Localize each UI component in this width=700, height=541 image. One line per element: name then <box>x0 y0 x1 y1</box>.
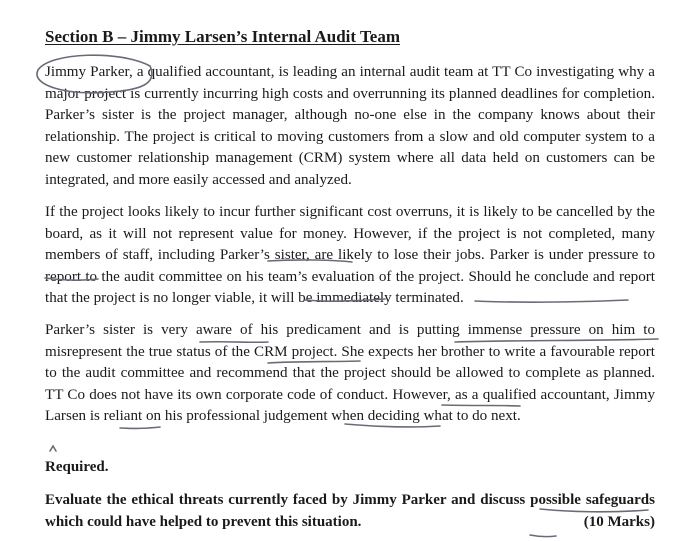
marks-allocation: (10 Marks) <box>583 513 655 530</box>
ink-underline <box>530 535 556 537</box>
required-label: Required. <box>45 459 109 475</box>
paragraph-1: Jimmy Parker, a qualified accountant, is leading an internal audit team at TT Co investigating why a major project is currently incurring high costs and overrunning its planned deadlines for completion. Parker’s sister is the project manager, although no-one else in the company knows about their relationship. The project is critical to moving customers from a slow and old computer system to a new customer relationship management (CRM) system where all data held on customers can be integrated, and more easily accessed and analyzed. <box>45 64 655 188</box>
ink-caret <box>50 446 56 451</box>
paragraph-2: If the project looks likely to incur further significant cost overruns, it is likely to be cancelled by the board, as it will not represent value for money. However, if the project is not completed, many members of staff, including Parker’s sister, are likely to lose their jobs. Parker is under pressure to report to the audit committee on his team’s evaluation of the project. Should he conclude and report that the project is no longer viable, it will be immediately terminated. <box>45 204 655 307</box>
section-title: Section B – Jimmy Larsen’s Internal Audit Team <box>45 27 400 46</box>
paragraph-3: Parker’s sister is very aware of his predicament and is putting immense pressure on him to misrepresent the true status of the CRM project. She expects her brother to write a favourable report to the audit committee and recommend that the project should be allowed to complete as planned. TT Co does not have its own corporate code of conduct. However, as a qualified accountant, Jimmy Larsen is reliant on his professional judgement when deciding what to do next. <box>45 322 655 425</box>
task-question <box>45 490 655 533</box>
task-text: Evaluate the ethical threats currently faced by Jimmy Parker and discuss possible safeguards which could have helped to prevent this situation. <box>45 492 655 530</box>
